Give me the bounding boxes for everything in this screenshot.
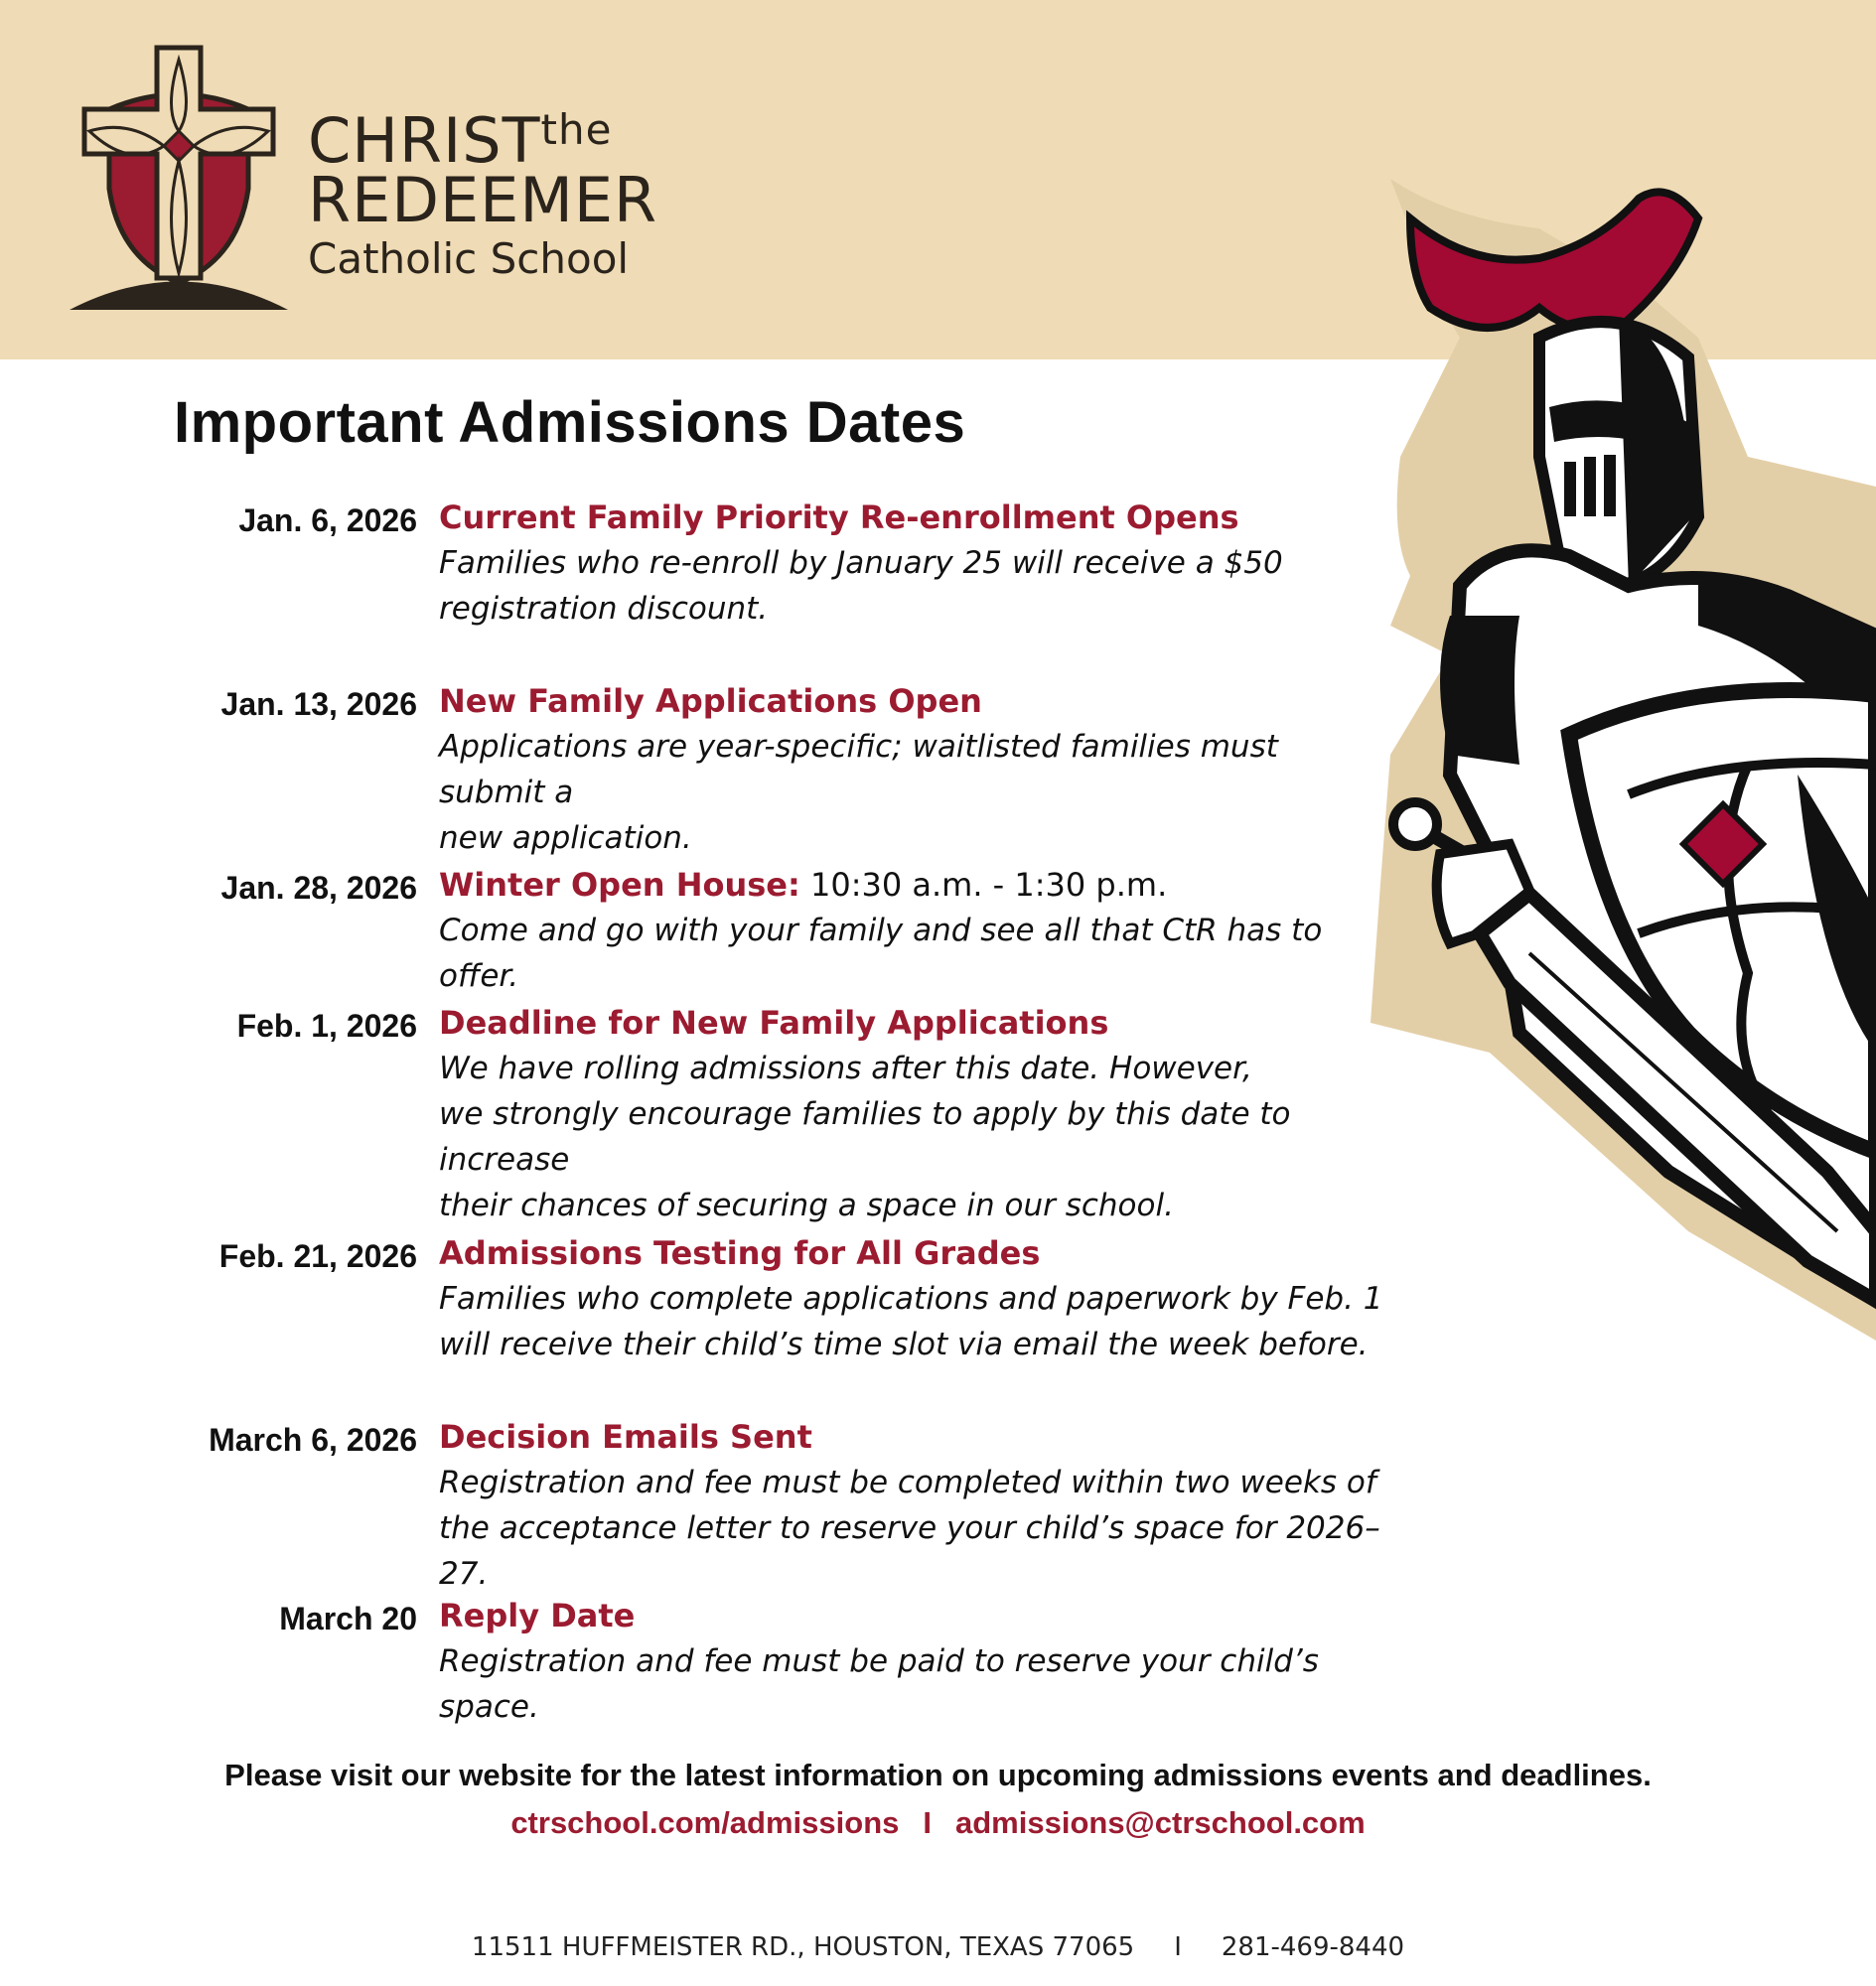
page-title: Important Admissions Dates — [174, 390, 966, 455]
event-body — [439, 678, 1392, 861]
knight-mascot-icon — [1371, 159, 1876, 1341]
phone-number: 281-469-8440 — [1221, 1932, 1405, 1962]
event-body — [439, 1230, 1392, 1367]
contact-links — [0, 1805, 1876, 1841]
event-description: Registration and fee must be completed within two weeks of the acceptance letter to reserve your child’s space for 2026–27. — [439, 1465, 1380, 1592]
event-date: March 20 — [279, 1601, 417, 1636]
event-date: Jan. 28, 2026 — [220, 870, 417, 906]
street-address: 11511 HUFFMEISTER RD., HOUSTON, TEXAS 77065 — [471, 1932, 1135, 1962]
event-date: Feb. 21, 2026 — [218, 1238, 417, 1274]
event-date: Jan. 6, 2026 — [238, 502, 417, 538]
event-title: Reply Date — [439, 1597, 636, 1634]
event-title: Deadline for New Family Applications — [439, 1004, 1109, 1042]
event-description: Families who complete applications and paperwork by Feb. 1 will receive their child’s time slot via email the week before. — [439, 1281, 1383, 1362]
event-title: New Family Applications Open — [439, 682, 982, 720]
event-title: Current Family Priority Re-enrollment Opens — [439, 498, 1239, 536]
event-description: Come and go with your family and see all that CtR has to offer. — [439, 913, 1323, 994]
event-body — [439, 862, 1392, 999]
link-separator: I — [923, 1805, 932, 1840]
event-description: Registration and fee must be paid to reserve your child’s space. — [439, 1643, 1319, 1725]
cross-shield-logo-icon — [70, 40, 288, 318]
event-date: Jan. 13, 2026 — [220, 686, 417, 722]
event-body — [439, 1414, 1392, 1597]
address-separator: I — [1174, 1932, 1182, 1962]
website-link[interactable]: ctrschool.com/admissions — [510, 1805, 900, 1840]
event-date: Feb. 1, 2026 — [236, 1008, 417, 1044]
event-body — [439, 1593, 1392, 1730]
address-line — [0, 1932, 1876, 1962]
event-description: Families who re-enroll by January 25 will receive a $50 registration discount. — [439, 545, 1283, 627]
logo-line-catholic-school: Catholic School — [308, 234, 630, 283]
event-date: March 6, 2026 — [209, 1422, 417, 1458]
website-note: Please visit our website for the latest information on upcoming admissions events and deadlines. — [224, 1758, 1652, 1792]
event-body — [439, 495, 1392, 632]
logo-line-christ: $CHRIST^{the}$ — [308, 104, 613, 177]
email-link[interactable]: admissions@ctrschool.com — [955, 1805, 1366, 1840]
event-description: Applications are year-specific; waitlisted families must submit a new application. — [439, 729, 1278, 856]
event-description: We have rolling admissions after this date. However, we strongly encourage families to apply by this date to increase their chances of securing a space in our school. — [439, 1051, 1291, 1223]
logo-line-redeemer: REDEEMER — [308, 164, 658, 236]
event-body — [439, 1000, 1392, 1228]
event-title: Winter Open House: 10:30 a.m. - 1:30 p.m. — [439, 866, 1168, 904]
event-title: Admissions Testing for All Grades — [439, 1234, 1041, 1272]
school-wordmark — [308, 99, 657, 283]
event-title: Decision Emails Sent — [439, 1418, 812, 1456]
